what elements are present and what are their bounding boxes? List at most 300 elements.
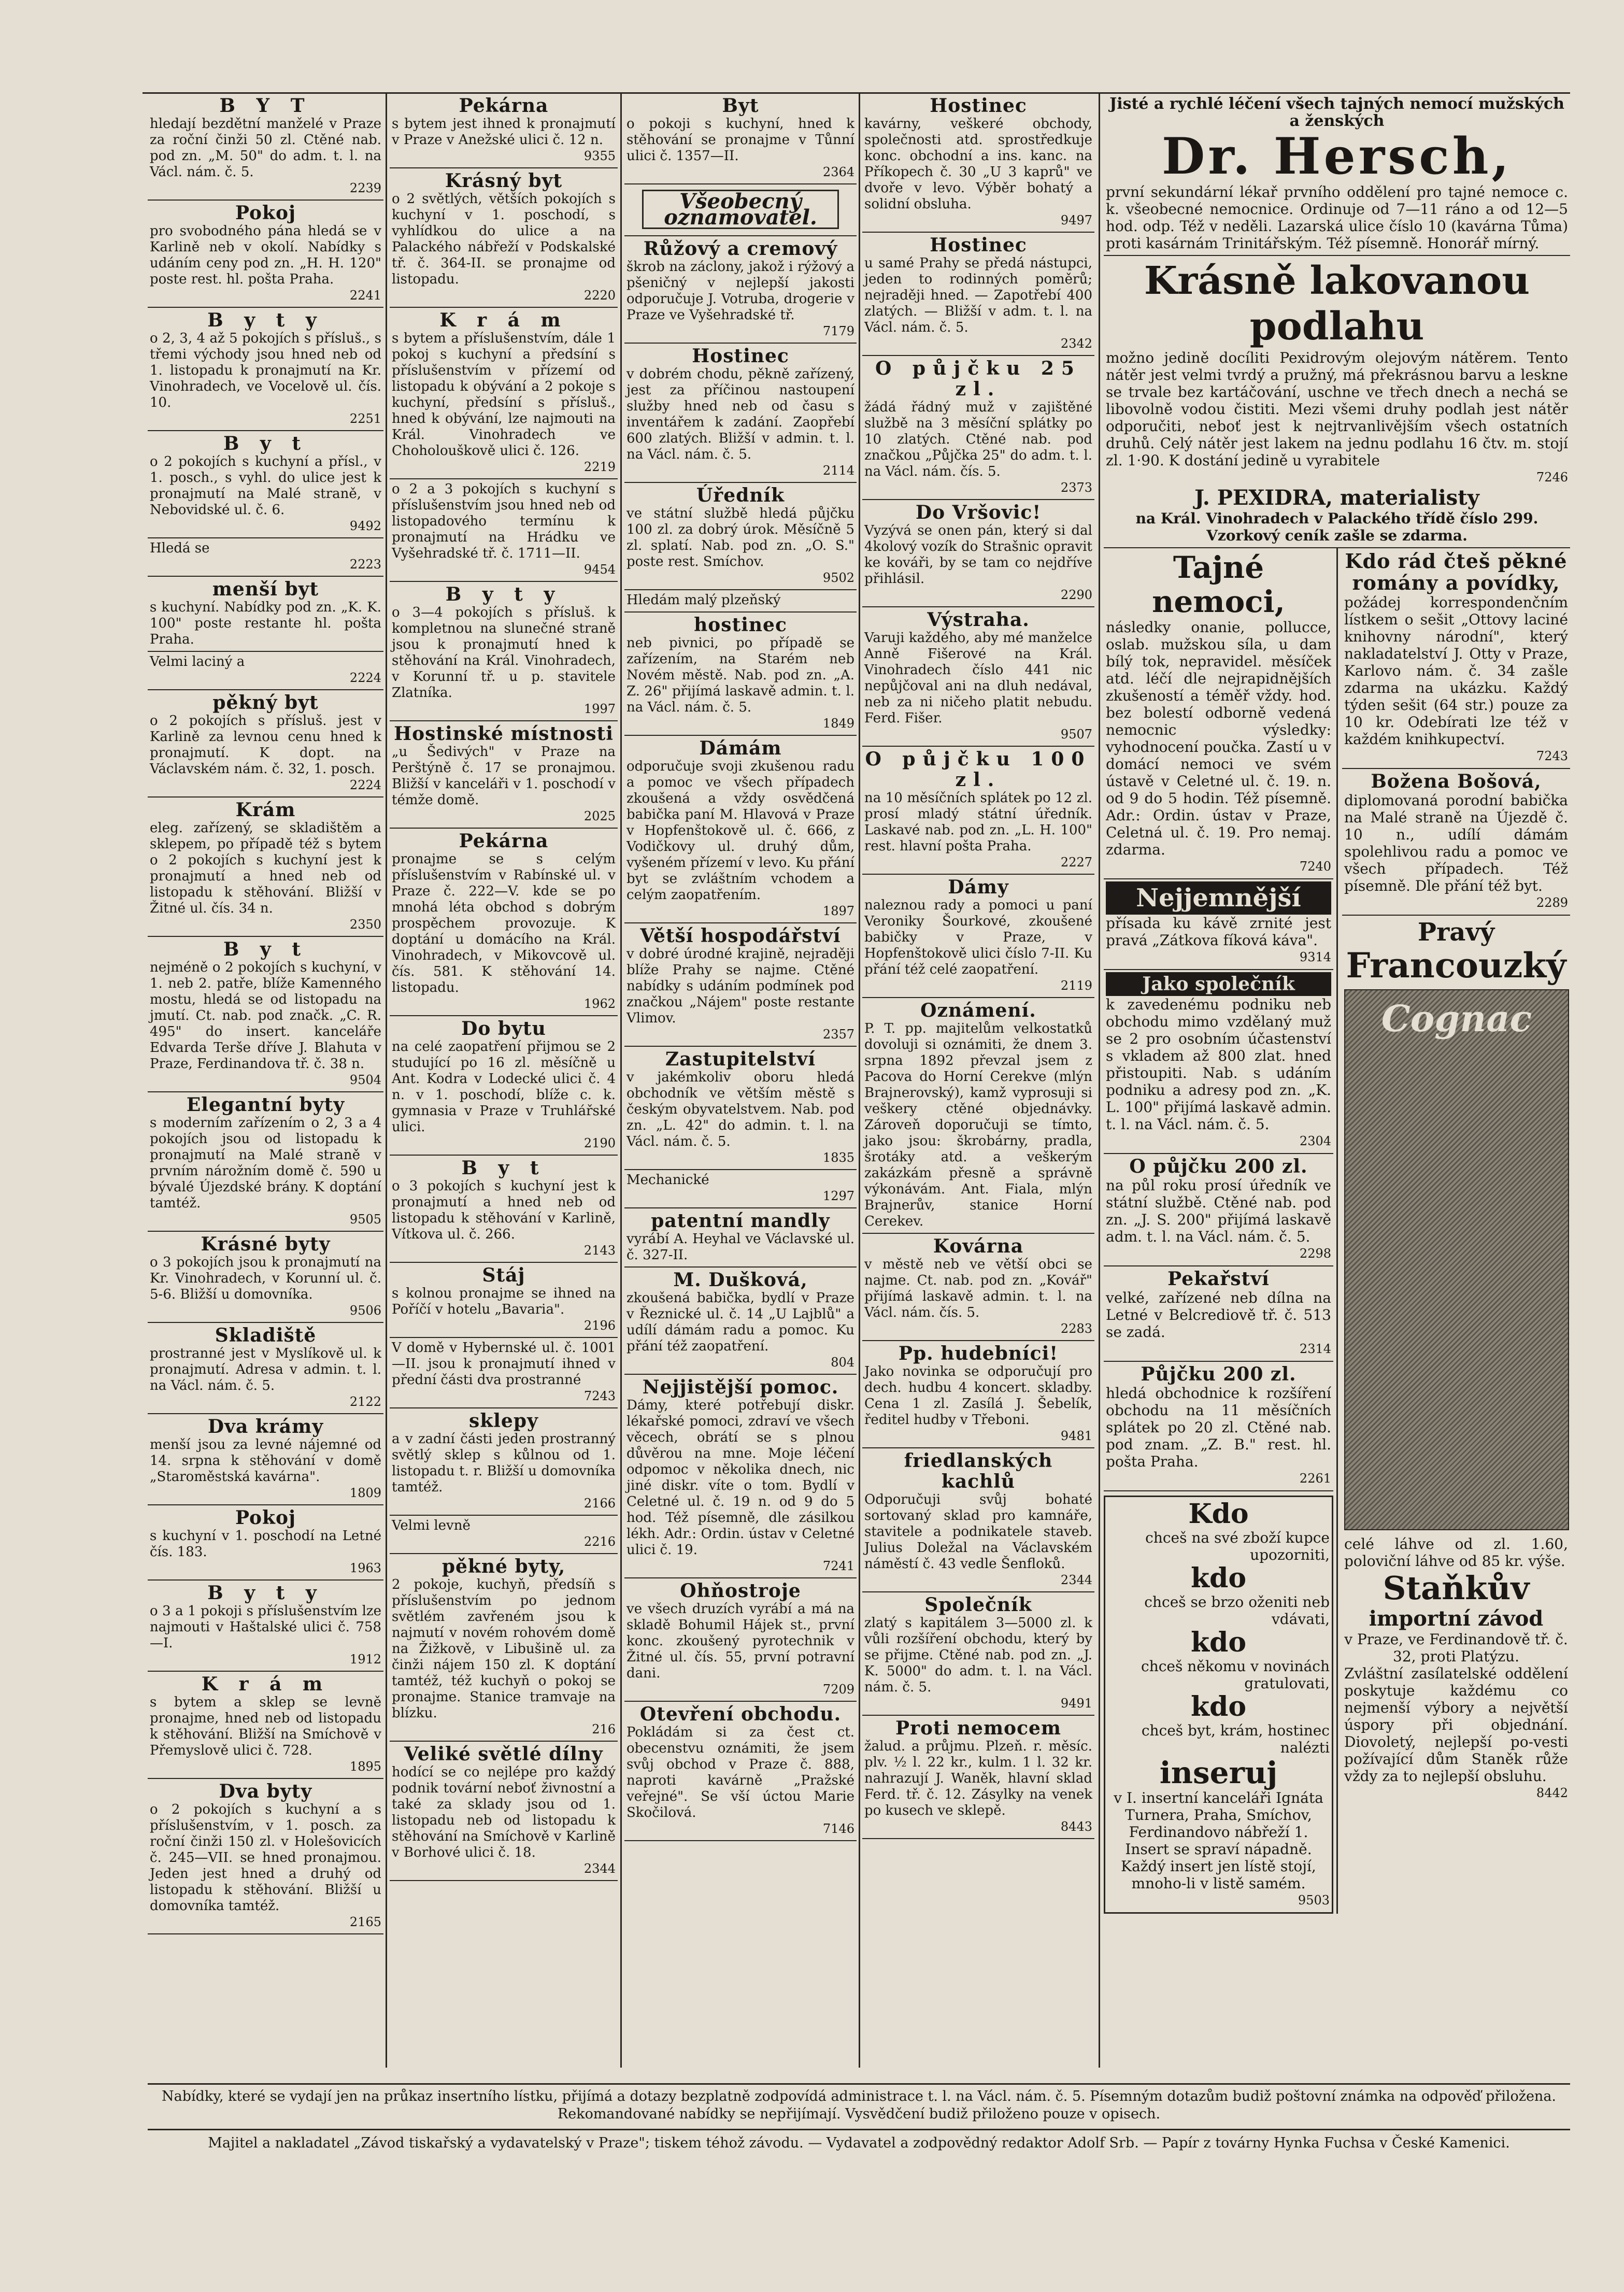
classified-ad xyxy=(862,875,1094,998)
ad-heading: Pokoj xyxy=(235,1507,296,1529)
ad-text: zlatý s kapitálem 3—5000 zl. k vůli rozšíření obchodu, který by se přijme. Ctěné nab. pod zn. „J. K. 5000" do adm. t. l. na Václ. nám. č. 5. xyxy=(864,1615,1092,1695)
ad-heading: Skladiště xyxy=(215,1325,317,1346)
ad-heading: Do bytu xyxy=(461,1018,546,1040)
classified-ad xyxy=(148,798,383,937)
ad-heading: Dva byty xyxy=(219,1781,312,1802)
classified-ad xyxy=(148,308,383,431)
ad-heading: Hostinec xyxy=(692,345,789,367)
ad-text: Velmi laciný a xyxy=(150,654,245,670)
classified-ad xyxy=(148,431,383,538)
ad-number: 2220 xyxy=(583,288,616,303)
ad-number: 2196 xyxy=(583,1318,616,1333)
ad-heading: Hostinec xyxy=(930,234,1027,256)
ad-text: neb pivnici, po případě se zařízením, na Starém neb Novém městě. Nab. pod zn. „A. Z. 26" přijímá laskavě admin. t. l. na Václ. nám. č. 5. xyxy=(626,635,854,715)
column-rule xyxy=(859,93,860,2068)
ad-heading: Pekárna xyxy=(459,830,549,852)
ad-heading: Veliké světlé dílny xyxy=(404,1743,603,1765)
classified-ad xyxy=(624,613,857,736)
ad-column-3 xyxy=(624,93,857,2073)
ad-text: o 3 pokojích jsou k pronajmutí na Kr. Vinohradech, v Korunní ul. č. 5-6. Bližší u domovníka. xyxy=(150,1255,381,1302)
classified-ad xyxy=(148,1581,383,1672)
ad-heading: B Y T xyxy=(219,95,312,117)
classified-ad xyxy=(862,998,1094,1234)
ad-number: 9504 xyxy=(349,1073,381,1087)
classified-ad xyxy=(148,1779,383,1934)
inseruj-heading: inseruj xyxy=(1159,1755,1278,1790)
ad-number: 7209 xyxy=(822,1682,854,1697)
ad-number: 7241 xyxy=(822,1559,854,1573)
bosova-ad xyxy=(1342,769,1570,916)
pekarstvi-heading: Pekařství xyxy=(1167,1268,1270,1290)
ad-heading: Do Vršovic! xyxy=(915,502,1042,523)
classified-ad xyxy=(862,233,1094,356)
ad-number: 1962 xyxy=(583,996,616,1011)
kdo-text: chceš někomu v novinách gratulovati, xyxy=(1141,1658,1330,1692)
ad-number: 1835 xyxy=(822,1150,854,1165)
zatka-heading: Nejjemnější xyxy=(1106,881,1331,915)
classified-ad xyxy=(148,1323,383,1414)
ad-heading: B y t xyxy=(223,433,308,454)
classified-ad xyxy=(862,747,1094,875)
ad-text: o 3 a 1 pokoji s příslušenstvím lze najmouti v Haštalské ulici č. 758—I. xyxy=(150,1603,381,1651)
ad-text: a v zadní části jeden prostranný světlý sklep s kůlnou od 1. listopadu t. r. Bližší u domovníka tamtéž. xyxy=(392,1431,616,1495)
bosova-heading: Božena Bošová, xyxy=(1371,771,1542,792)
ad-number: 2224 xyxy=(349,671,381,685)
zatka-ad xyxy=(1104,879,1333,970)
ad-text: 2 pokoje, kuchyň, předsíň s příslušenstvím po jednom světlém zavřeném jsou k najmutí v novém rohovém domě na Žižkově, v Libušině ul. za činži nájem 150 zl. K doptání tamtéž, též kuchyň o pokoj se pronajme. Stanice tramvaje na blízku. xyxy=(392,1577,616,1721)
column-rule xyxy=(1099,93,1100,2068)
ad-text: eleg. zařízený, se skladištěm a sklepem, po případě též s bytem o 2 pokojích s kuchyní jest k pronajmutí a hned neb od listopadu k stěhování. Bližší v Žitné ul. čís. 34 n. xyxy=(150,820,381,916)
ad-heading: Pokoj xyxy=(235,202,296,224)
ad-number: 2143 xyxy=(583,1243,616,1258)
ad-number: 216 xyxy=(592,1722,616,1736)
ad-heading: Zastupitelství xyxy=(665,1048,816,1070)
ad-text: vyrábí A. Heyhal ve Václavské ul. č. 327-II. xyxy=(626,1231,854,1263)
ad-heading: patentní mandly xyxy=(651,1210,830,1232)
ad-heading: menší byt xyxy=(212,578,319,600)
classified-ad xyxy=(148,538,383,577)
ad-heading: B y t y xyxy=(445,583,562,605)
tajne-ad xyxy=(1104,548,1333,879)
kdo-text: chceš se brzo oženiti neb vdávati, xyxy=(1144,1593,1330,1628)
ad-text: u samé Prahy se předá nástupci, jeden to rodinných poměrů; nejraději hned. — Zapotřebí 400 zlatých. — Bližší v adm. t. l. na Václ. nám. č. 5. xyxy=(864,255,1092,335)
ad-heading: Kovárna xyxy=(933,1235,1024,1257)
ad-number: 1895 xyxy=(349,1759,381,1774)
classified-ad xyxy=(390,829,618,1016)
classified-ad xyxy=(390,1554,618,1742)
ad-number: 2290 xyxy=(1060,588,1092,602)
pexidra-name: J. PEXIDRA, materialisty xyxy=(1194,486,1479,510)
ad-heading: O půjčku 100 zl. xyxy=(865,748,1092,791)
classified-ad xyxy=(148,1505,383,1581)
footer-notice: Nabídky, které se vydají jen na průkaz insertního lístku, přijímá a dotazy bezplatně zodpovídá administrace t. l. na Václ. nám. č. 5. Písemným dotazům budiž poštovní známka na odpověď přiložena. Rekomandované nabídky se nepřijímají. Vysvědčení budiž přiloženo pouze v opisech. xyxy=(148,2083,1570,2123)
classified-ad xyxy=(390,1516,618,1554)
ad-heading: M. Dušková, xyxy=(673,1269,808,1291)
classified-ad xyxy=(624,1208,857,1268)
ad-text: Vyzývá se onen pán, který si dal 4kolový vozík do Strašnic opravit ke kováři, by se tam co nejdříve přihlásil. xyxy=(864,523,1092,587)
ad-heading: Dva krámy xyxy=(207,1416,324,1437)
classified-ad xyxy=(148,201,383,308)
kdo-box xyxy=(1107,1499,1330,1756)
cognac-script: Cognac xyxy=(1381,997,1532,1040)
cognac-price: celé láhve od zl. 1.60, poloviční láhve od 85 kr. výše. xyxy=(1344,1535,1568,1570)
classified-ad xyxy=(624,1375,857,1578)
ad-heading: B y t xyxy=(461,1157,546,1179)
classified-ad xyxy=(148,1092,383,1232)
ad-number: 2350 xyxy=(349,917,381,932)
kdo-heading: Kdo xyxy=(1188,1498,1249,1530)
ad-heading: Pekárna xyxy=(459,95,549,117)
ad-number: 1912 xyxy=(349,1652,381,1667)
ad-text: Odporučuji svůj bohaté sortovaný sklad pro kamnáře, stavitele a podnikatele staveb. Julius Doležal na Václavském náměstí č. 43 vedle Šenfloků. xyxy=(864,1492,1092,1572)
ad-heading: Elegantní byty xyxy=(186,1094,345,1116)
ad-text: o 3 pokojích s kuchyní jest k pronajmutí a hned neb od listopadu k stěhování v Karlině, Vítkova ul. č. 266. xyxy=(392,1178,616,1242)
ad-heading: Hostinec xyxy=(930,95,1027,117)
pujcka-200b-text: hledá obchodnice k rozšíření obchodu na 11 měsíčních splátek po 20 zl. Ctěné nab. pod znam. „Z. B." rest. hl. pošta Praha. xyxy=(1106,1385,1331,1470)
ad-number: 7243 xyxy=(1536,749,1568,763)
otto-ad xyxy=(1342,548,1570,769)
ad-number: 9491 xyxy=(1060,1696,1092,1711)
ad-number: 9502 xyxy=(822,571,854,585)
ad-number: 7146 xyxy=(822,1821,854,1836)
pexidra-address: na Král. Vinohradech v Palackého třídě číslo 299. xyxy=(1135,510,1538,527)
ad-text: prostranné jest v Myslíkově ul. k pronajmutí. Adresa v admin. t. l. na Václ. nám. č. 5. xyxy=(150,1346,381,1393)
ad-heading: pěkný byt xyxy=(212,692,319,714)
ad-number: 2261 xyxy=(1299,1471,1331,1486)
ad-number: 8443 xyxy=(1060,1819,1092,1834)
cognac-illustration xyxy=(1344,989,1569,1530)
tajne-heading: Tajné nemoci, xyxy=(1152,550,1285,619)
ad-text: o pokoji s kuchyní, hned k stěhování se pronajme v Tůnní ulici č. 1357—II. xyxy=(626,116,854,164)
kdo-text: chceš byt, krám, hostinec nalézti xyxy=(1141,1722,1330,1756)
ad-number: 2344 xyxy=(583,1861,616,1876)
ad-number: 2216 xyxy=(583,1534,616,1549)
podlaha-ad xyxy=(1104,256,1570,548)
kdo-heading: kdo xyxy=(1190,1562,1247,1594)
ad-heading: pěkné byty, xyxy=(441,1556,566,1577)
ad-text: o 3—4 pokojích s přísluš. k kompletnou na slunečné straně jsou k pronajmutí hned k stěhování na Král. Vinohradech, v Korunní tř. u p. stavitele Zlatníka. xyxy=(392,605,616,701)
ad-heading: sklepy xyxy=(469,1410,538,1432)
classified-ad xyxy=(624,1170,857,1208)
pujcka-200b-heading: Půjčku 200 zl. xyxy=(1141,1363,1297,1385)
column-rule xyxy=(620,93,622,2068)
ad-text: odporučuje svoji zkušenou radu a pomoc ve všech případech zkoušená a vždy osvědčená babička paní M. Hlavová v Praze v Hopfenštokově ul. č. 666, z Vodičkovy ul. druhý dům, vyšeném přízemí v levo. Ku přání byt se zvláštním vchodem a celým zaopatřením. xyxy=(626,759,854,903)
ad-heading: B y t y xyxy=(207,1582,324,1604)
ad-number: 9314 xyxy=(1299,950,1331,964)
stankuv-subheading: importní závod xyxy=(1369,1606,1544,1631)
ad-number: 8442 xyxy=(1536,1786,1568,1800)
ad-text: naleznou rady a pomoci u paní Veroniky Šourkové, zkoušené babičky v Praze, v Hopfenštokově ulici číslo 7-II. Ku přání též celé zaopatření. xyxy=(864,898,1092,977)
ad-heading: Oznámení. xyxy=(920,1000,1036,1021)
classified-ad xyxy=(390,1338,618,1408)
inseruj-text: v I. insertní kanceláři Ignáta Turnera, Praha, Smíchov, Ferdinandovo nábřeží 1. Insert se spraví nápadně. Každý insert jen lístě stojí, mnoho-li v listě samém. xyxy=(1114,1789,1323,1892)
ad-number: 1897 xyxy=(822,904,854,918)
ad-heading: K r á m xyxy=(439,309,568,331)
ad-text: kavárny, veškeré obchody, společnosti atd. sprostředkuje konc. obchodní a ins. kanc. na Příkopech č. 30 „U 3 kaprů" ve dvoře v levo. Výběr bohatý a solidní obsluha. xyxy=(864,116,1092,212)
ad-heading: O půjčku 25 zl. xyxy=(875,358,1081,400)
ad-heading: friedlanských kachlů xyxy=(904,1450,1053,1492)
ad-number: 1809 xyxy=(349,1486,381,1500)
classified-ad xyxy=(624,1578,857,1702)
ad-number: 2219 xyxy=(583,460,616,474)
ad-heading: Společník xyxy=(924,1594,1032,1616)
ad-text: žalud. a průjmu. Plzeň. r. měsíc. plv. ½ l. 22 kr., kulm. 1 l. 32 kr. nahrazují J. Waněk, hlavní sklad Ferd. tř. č. 12. Zásylky na venek po kusech ve sklepě. xyxy=(864,1739,1092,1818)
ad-text: „u Šedivých" v Praze na Perštýně č. 17 se pronajmou. Bližší v kanceláři v 1. poschodí v témže domě. xyxy=(392,744,616,808)
ad-text: s bytem a sklep se levně pronajme, hned neb od listopadu k stěhování. Bližší na Smíchově v Přemyslově ulici č. 728. xyxy=(150,1695,381,1758)
pekarstvi-ad xyxy=(1104,1266,1333,1362)
ad-text: Varuji každého, aby mé manželce Anně Fišerové na Král. Vinohradech číslo 441 nic nepůjčoval ani na dluh nedával, neb za ni ničeho platit nebudu. Ferd. Fišer. xyxy=(864,630,1092,726)
classified-ad xyxy=(624,1047,857,1170)
classified-ad xyxy=(390,308,618,479)
spolecnik-text: k zavedenému podniku neb obchodu mimo vzdělaný muž se 2 pro osobním účastenství s vkladem až 800 zlat. hned přistoupiti. Nab. s udáním podniku a adresy pod zn. „K. L. 100" přijímá laskavě admin. t. l. na Václ. nám. č. 5. xyxy=(1106,996,1331,1133)
ad-text: na celé zaopatření přijmou se 2 studující po 16 zl. měsíčně u Ant. Kodra v Lodecké ulici č. 4 n. v 1. poschodí, blíže c. k. gymnasia v Praze v Truhlářské ulici. xyxy=(392,1039,616,1135)
ad-text: zkoušená babička, bydlí v Praze v Řeznické ul. č. 14 „U Lajblů" a udílí dámám radu a pomoc. Ku přání též zaopatření. xyxy=(626,1290,854,1354)
ad-number: 2357 xyxy=(822,1027,854,1042)
ad-number: 2165 xyxy=(349,1915,381,1929)
classified-ad xyxy=(390,93,618,168)
ad-text: v dobré úrodné krajině, nejraději blíže Prahy se najme. Ctěné nabídky s udáním podmínek pod značkou „Nájem" poste restante Vlimov. xyxy=(626,946,854,1026)
ad-text: s kuchyní v 1. poschodí na Letné čís. 183. xyxy=(150,1528,381,1560)
ad-text: Hledá se xyxy=(150,540,210,556)
ad-number: 1297 xyxy=(822,1189,854,1203)
classified-ad xyxy=(390,721,618,829)
ad-heading: Otevření obchodu. xyxy=(639,1703,842,1725)
ad-number: 2298 xyxy=(1299,1246,1331,1261)
ad-number: 9497 xyxy=(1060,213,1092,227)
ad-number: 2314 xyxy=(1299,1342,1331,1356)
spolecnik-ad xyxy=(1104,970,1333,1154)
ad-heading: Pp. hudebníci! xyxy=(898,1343,1059,1364)
ad-text: ve státní službě hledá půjčku 100 zl. za dobrý úrok. Měsíčně 5 zl. splatí. Nab. pod zn. „O. S." poste rest. Smíchov. xyxy=(626,506,854,570)
classified-ad xyxy=(148,93,383,201)
classified-ad xyxy=(148,1414,383,1505)
ad-number: 1997 xyxy=(583,702,616,716)
ad-text: na 10 měsíčních splátek po 12 zl. prosí mladý státní úředník. Laskavé nab. pod zn. „L. H. 100" rest. hlavní pošta Praha. xyxy=(864,790,1092,854)
classified-ad xyxy=(390,582,618,721)
ad-number: 9492 xyxy=(349,519,381,533)
ad-number: 9481 xyxy=(1060,1429,1092,1443)
ad-heading: B y t y xyxy=(207,309,324,331)
classified-ad xyxy=(390,1408,618,1516)
ad-number: 2364 xyxy=(822,165,854,179)
cognac-francouzky: Francouzký xyxy=(1346,945,1566,986)
ad-number: 9454 xyxy=(583,562,616,577)
ad-text: o 2 pokojích s kuchyní a s příslušenstvím, v 1. posch. za roční činži 150 zl. v Holešovicích č. 245—VII. se hned pronajmou. Jeden jest hned a druhý od listopadu k stěhování. Bližší u domovníka tamtéž. xyxy=(150,1802,381,1914)
ad-text: s bytem a příslušenstvím, dále 1 pokoj s kuchyní a předsíní s příslušenstvím v přízemí od listopadu k obývání a 2 pokoje s kuchyní, předsíní s přísluš., hned k obývání, lze najmouti na Král. Vinohradech ve Choholouškově ulici č. 126. xyxy=(392,331,616,459)
ad-number: 7179 xyxy=(822,324,854,338)
ad-column-4 xyxy=(862,93,1094,2073)
ad-text: Pokládám si za čest ct. obecenstvu oznámiti, že jsem svůj obchod v Praze č. 888, naproti kavárně „Pražské veřejné". Se vší úctou Marie Skočilová. xyxy=(626,1725,854,1820)
ad-text: pro svobodného pána hledá se v Karlině neb v okolí. Nabídky s udáním ceny pod zn. „H. H. 120" poste rest. hl. pošta Praha. xyxy=(150,223,381,287)
ad-text: nejméně o 2 pokojích s kuchyní, v 1. neb 2. patře, blíže Kamenného mostu, hledá se od listopadu na jmutí. Ct. nab. pod značk. „C. R. 495" do insert. kanceláře Edvarda Terše dříve J. Blahuta v Praze, Ferdinandova tř. č. 38 n. xyxy=(150,960,381,1072)
classified-ad xyxy=(148,937,383,1092)
cognac-pravy: Pravý xyxy=(1417,918,1495,947)
classified-ad xyxy=(862,1234,1094,1341)
ad-text: s bytem jest ihned k pronajmutí v Praze v Anežské ulici č. 12 n. xyxy=(392,116,616,148)
hersch-name: Dr. Hersch, xyxy=(1162,127,1512,186)
otto-heading: Kdo rád čteš pěkné romány a povídky, xyxy=(1345,549,1568,594)
ad-number: 2342 xyxy=(1060,336,1092,351)
ad-text: v dobrém chodu, pěkně zařízený, jest za příčinou nastoupení služby hned neb od času s inventářem k zadání. Zaopřebí 600 zlatých. Bližší v admin. t. l. na Václ. nám. č. 5. xyxy=(626,366,854,462)
classified-ad xyxy=(148,690,383,798)
ad-number: 2223 xyxy=(349,557,381,572)
ad-text: o 2, 3, 4 až 5 pokojích s přísluš., s třemi východy jsou hned neb od 1. listopadu k pronajmutí na Kr. Vinohradech, ve Vocelově ul. čís. 10. xyxy=(150,331,381,410)
classified-ad xyxy=(624,1702,857,1841)
two-column-section xyxy=(1104,548,1570,1914)
classified-ad xyxy=(390,1016,618,1156)
ad-text: Hledám malý plzeňský xyxy=(626,592,781,608)
ad-heading: Stáj xyxy=(482,1264,525,1286)
pujcka-200-text: na půl roku prosí úředník ve státní službě. Ctěné nab. pod zn. „J. S. 200" přijímá laskavě adm. t. l. na Václ. nám. č. 5. xyxy=(1106,1177,1331,1245)
ad-text: menší jsou za levné nájemné od 14. srpna k stěhování v domě „Staroměstská kavárna". xyxy=(150,1437,381,1485)
ad-heading: Dámy xyxy=(948,876,1009,898)
classified-ad xyxy=(862,93,1094,233)
ad-text: hodící se co nejlépe pro každý podnik tovární neboť živnostní a také za sklady jsou od 1. listopadu neb od listopadu k stěhování na Smíchově v Karlině v Borhové ulici č. 18. xyxy=(392,1764,616,1860)
kdo-text: chceš na své zboží kupce upozorniti, xyxy=(1145,1529,1330,1563)
ad-number: 2344 xyxy=(1060,1573,1092,1587)
pujcka-200-heading: O půjčku 200 zl. xyxy=(1129,1156,1308,1177)
ad-text: Jako novinka se odporučují pro dech. hudbu 4 koncert. skladby. Cena 1 zl. Zasílá J. Šebelík, ředitel hudby v Třeboni. xyxy=(864,1364,1092,1428)
classified-ad xyxy=(390,1156,618,1263)
ad-heading: Proti nemocem xyxy=(895,1717,1061,1739)
kdo-heading: kdo xyxy=(1190,1691,1247,1722)
classified-ad xyxy=(862,1448,1094,1592)
classified-ad xyxy=(862,356,1094,500)
ad-number: 7243 xyxy=(583,1389,616,1403)
ad-text: ve všech druzích vyrábí a má na skladě Bohumil Hájek st., první konc. zkoušený pyrotechnik v Žitné ul. čís. 55, první potravní dani. xyxy=(626,1601,854,1681)
classified-ad xyxy=(390,1263,618,1338)
classified-ad xyxy=(624,923,857,1047)
classified-ad xyxy=(624,236,857,344)
ad-number: 7246 xyxy=(1536,470,1568,485)
ad-text: v jakémkoliv oboru hledá obchodník ve větším městě s českým obyvatelstvem. Nab. pod zn. „L. 42" do admin. t. l. na Václ. nám. č. 5. xyxy=(626,1070,854,1149)
ad-text: s kolnou pronajme se ihned na Poříčí v hotelu „Bavaria". xyxy=(392,1286,616,1317)
ad-heading: B y t xyxy=(223,938,308,960)
ad-number: 9355 xyxy=(583,149,616,163)
ad-column-1 xyxy=(148,93,383,2073)
tajne-text: následky onanie, pollucce, oslab. mužskou síla, u dam bílý tok, nepravidel. měsíček atd. léčí dle nejrapidnějších zkušeností a téměř vždy. hod. bez bolestí odborně vedená nemocnic výsledky: vyhodnocení poučka. Zastí u v domácí nemoci ve svém ústavě v Celetné ul. č. 19. n. od 9 do 5 hodin. Též písemně. Adr.: Ordin. ústav v Praze, Celetná ul. č. 19. Pro nemaj. zdarma. xyxy=(1106,619,1331,858)
left-subcolumn xyxy=(1104,548,1338,1914)
classified-ad xyxy=(624,184,857,236)
column-rule xyxy=(386,93,387,2068)
ad-number: 9505 xyxy=(349,1212,381,1227)
pexidra-note: Vzorkový ceník zašle se zdarma. xyxy=(1206,527,1468,544)
pujcka-200-ad xyxy=(1104,1154,1333,1266)
classified-ad xyxy=(624,590,857,613)
ad-text: o 2 pokojích s přísluš. jest v Karlině za levnou cenu hned k pronajmutí. K dopt. na Václavském nám. č. 32, 1. posch. xyxy=(150,713,381,777)
ad-number: 2241 xyxy=(349,288,381,303)
section-heading: Všeobecný oznamovatel. xyxy=(642,190,839,229)
stankuv-address: v Praze, ve Ferdinandově tř. č. 32, proti Platýzu. xyxy=(1344,1631,1568,1665)
ad-number: 2239 xyxy=(349,181,381,195)
pujcka-200b-ad xyxy=(1104,1362,1333,1491)
ad-text: Velmi levně xyxy=(392,1518,471,1533)
ad-heading: Krám xyxy=(235,799,296,821)
classified-ad xyxy=(862,607,1094,747)
ad-text: V domě v Hybernské ul. č. 1001—II. jsou k pronajmutí ihned v přední části dva prostranné xyxy=(392,1340,616,1388)
ad-text: o 2 světlých, větších pokojích s kuchyní v 1. poschodí, s vyhlídkou do ulice a na Palackého nábřeží v Podskalské tř. č. 364-II. se pronajme od listopadu. xyxy=(392,191,616,287)
ad-text: pronajme se s celým příslušenstvím v Rabínské ul. v Praze č. 222—V. kde se po mnohá léta obchod s dobrým prospěchem provozuje. K doptání u domácího na Král. Vinohradech, v Mikovcově ul. čís. 581. K stěhování 14. listopadu. xyxy=(392,851,616,995)
kdo-heading: kdo xyxy=(1190,1627,1247,1658)
ad-heading: Hostinské místnosti xyxy=(394,723,614,745)
classified-ad xyxy=(862,500,1094,607)
classified-ad xyxy=(390,1742,618,1881)
classified-ad xyxy=(624,483,857,590)
ad-number: 2119 xyxy=(1060,978,1092,993)
stankuv-heading: Staňkův xyxy=(1383,1569,1530,1607)
ad-text: o 2 pokojích s kuchyní a přísl., v 1. posch., s vyhl. do ulice jest k pronajmutí na Malé straně, v Nebovidské ul. č. 6. xyxy=(150,454,381,518)
ad-number: 804 xyxy=(831,1355,854,1370)
classified-ad xyxy=(862,1341,1094,1448)
ad-heading: Úředník xyxy=(696,485,785,506)
ad-number: 2227 xyxy=(1060,855,1092,870)
classified-ad xyxy=(624,1268,857,1375)
footer-imprint: Majitel a nakladatel „Závod tiskařský a vydavatelský v Praze"; tiskem téhož závodu. — Vydavatel a zodpovědný redaktor Adolf Srb. — Papír z továrny Hynka Fuchsa v České Kamenici. xyxy=(148,2129,1570,2152)
ad-number: 9506 xyxy=(349,1303,381,1318)
display-ad-column xyxy=(1104,93,1570,2073)
pekarstvi-text: velké, zařízené neb dílna na Letné v Belcrediově tř. č. 513 se zadá. xyxy=(1106,1289,1331,1341)
ad-text: v městě neb ve větší obci se najme. Ct. nab. pod zn. „Kovář" přijímá laskavě admin. t. l. na Václ. nám. čís. 5. xyxy=(864,1257,1092,1320)
classified-ad xyxy=(624,736,857,923)
ad-number: 1963 xyxy=(349,1561,381,1575)
ad-number: 2122 xyxy=(349,1394,381,1409)
ad-number: 2251 xyxy=(349,411,381,426)
ad-text: Dámy, které potřebují diskr. lékařské pomoci, zdraví ve všech věcech, obrátí se s plnou důvěrou na mne. Moje léčení odpomoc v několika dnech, nic jiné diskr. víte o tom. Bydlí v Celetné ul. č. 19 n. od 9 do 5 hod. Též písemně, dle zásilkou lékh. Adr.: Ordin. ústav v Celetné ulici č. 19. xyxy=(626,1398,854,1558)
ad-text: P. T. pp. majitelům velkostatků dovoluji si oznámiti, že dnem 3. srpna 1892 převzal jsem z Pacova do Horní Cerekve (mlýn Brajnerovský), kamž vyprosuji si veškery ctěné objednávky. Zároveň doporučuji se tímto, jako jsou: škrobárny, pradla, šrotáky atd. a veškerým zakázkám přesně a správně výkonávám. Ant. Fiala, mlýn Brajnerův, stanice Horní Cerekev. xyxy=(864,1021,1092,1229)
classified-ad xyxy=(862,1716,1094,1839)
ad-column-2 xyxy=(390,93,618,2073)
ad-heading: Větší hospodářství xyxy=(640,925,841,947)
ad-text: Mechanické xyxy=(626,1172,709,1188)
classified-ad xyxy=(624,93,857,184)
classified-ad xyxy=(390,168,618,308)
spolecnik-heading: Jako společník xyxy=(1106,972,1331,996)
ad-heading: Byt xyxy=(722,95,759,117)
ad-heading: K r á m xyxy=(201,1673,330,1695)
ad-number: 9503 xyxy=(1298,1893,1330,1907)
ad-heading: hostinec xyxy=(694,614,787,636)
hersch-tagline: Jisté a rychlé léčení všech tajných nemocí mužských a ženských xyxy=(1109,95,1564,130)
classified-ad xyxy=(148,1232,383,1323)
podlaha-heading: Krásně lakovanou podlahu xyxy=(1144,259,1530,349)
ad-number: 7240 xyxy=(1299,859,1331,874)
ad-number: 2166 xyxy=(583,1496,616,1511)
ad-text: s kuchyní. Nabídky pod zn. „K. K. 100" poste restante hl. pošta Praha. xyxy=(150,600,381,647)
ad-heading: Krásné byty xyxy=(201,1233,331,1255)
ad-number: 2289 xyxy=(1536,895,1568,910)
classified-ad xyxy=(148,577,383,652)
zatka-text: přísada ku kávě zrnité jest pravá „Zátkova fíková káva". xyxy=(1106,915,1331,949)
ad-text: o 2 a 3 pokojích s kuchyní s příslušenstvím jsou hned neb od listopadového termínu k pronajmutí na Hrádku ve Vyšehradské tř. č. 1711—II. xyxy=(392,481,616,561)
otto-text: požádej korrespondenčním lístkem o sešit „Ottovy laciné knihovny národní", který nakladatelství J. Otty v Praze, Karlovo nám. č. 34 zašle zdarma na ukázku. Každý týden sešit (64 str.) pouze za 10 kr. Odebírati lze též v každém knihkupectví. xyxy=(1344,594,1568,748)
ad-number: 9507 xyxy=(1060,727,1092,742)
ad-heading: Krásný byt xyxy=(445,170,563,192)
classified-ad xyxy=(148,1672,383,1779)
ad-heading: Ohňostroje xyxy=(680,1580,801,1602)
ad-text: s moderním zařízením o 2, 3 a 4 pokojích jsou od listopadu k pronajmutí na Malé straně v prvním nárožním domě č. 590 u bývalé Újezdské brány. K doptání tamtéž. xyxy=(150,1115,381,1211)
ad-text: žádá řádný muž v zajištěné službě na 3 měsíční splátky po 10 zlatých. Ctěné nab. pod značkou „Půjčka 25" do adm. t. l. na Václ. nám. čís. 5. xyxy=(864,400,1092,479)
ad-number: 2190 xyxy=(583,1136,616,1150)
kdo-inseruj-ad xyxy=(1104,1496,1333,1914)
classified-ad xyxy=(390,479,618,582)
ad-number: 1849 xyxy=(822,716,854,731)
stankuv-text: Zvláštní zasílatelské oddělení poskytuje každému co nejmenší výbory a největší úspory při objednání. Diovoletý, nejlepší po-vesti požívající dům Staněk růže vždy za to nejlepší obsluhu. xyxy=(1344,1665,1568,1785)
ad-number: 2373 xyxy=(1060,480,1092,495)
hersch-text: první sekundární lékař prvního oddělení pro tajné nemoce c. k. všeobecné nemocnice. Ordinuje od 7—11 ráno a od 12—5 hod. odp. Též v neděli. Lazarská ulice číslo 10 (kavárna Tůma) proti kasárnám Trinitářským. Též písemně. Honorář mírný. xyxy=(1106,183,1568,252)
ad-number: 2114 xyxy=(822,463,854,478)
hersch-ad xyxy=(1104,93,1570,256)
ad-heading: Nejjistější pomoc. xyxy=(642,1376,839,1398)
